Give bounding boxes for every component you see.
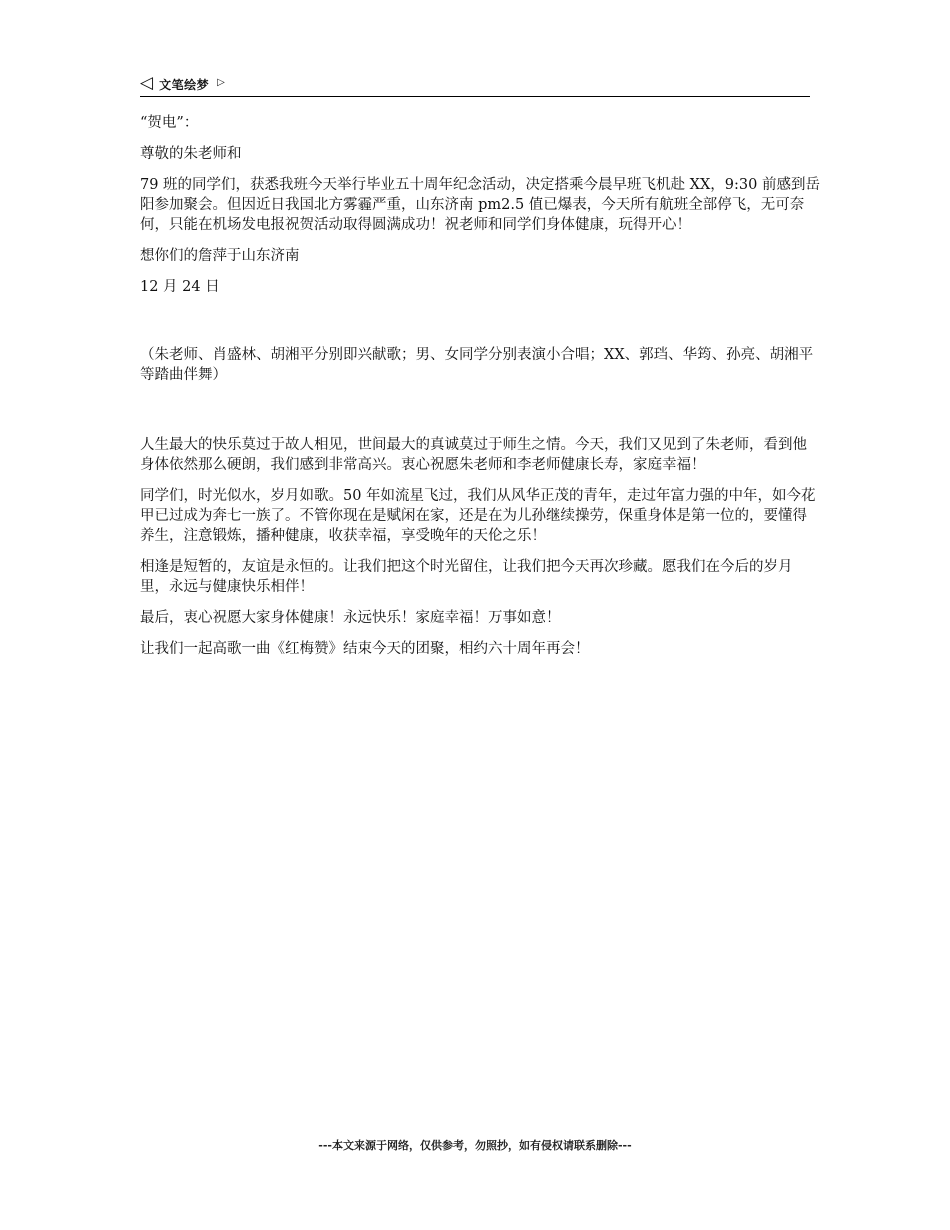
telegram-signature: 想你们的詹萍于山东济南 xyxy=(140,248,300,264)
closing-paragraph-5: 让我们一起高歌一曲《红梅赞》结束今天的团聚，相约六十周年再会！ xyxy=(140,641,590,657)
telegram-date: 12 月 24 日 xyxy=(140,279,220,295)
closing-paragraph-4: 最后，衷心祝愿大家身体健康！永远快乐！家庭幸福！万事如意！ xyxy=(140,610,561,626)
page-header xyxy=(140,72,810,97)
telegram-body: 79 班的同学们，获悉我班今天举行毕业五十周年纪念活动，决定搭乘今晨早班飞机赴 XX，9:30 前感到岳阳参加聚会。但因近日我国北方雾霾严重，山东济南 pm2.5 值已爆表，今天所有航班全部停飞，无可奈何，只能在机场发电报祝贺活动取得圆满成功！祝老师和同学们身体健康，玩得开心！ xyxy=(140,177,820,233)
closing-paragraph-1: 人生最大的快乐莫过于故人相见，世间最大的真诚莫过于师生之情。今天，我们又见到了朱老师，看到他身体依然那么硬朗，我们感到非常高兴。衷心祝愿朱老师和李老师健康长寿，家庭幸福！ xyxy=(140,437,807,473)
document-body xyxy=(140,113,820,670)
closing-paragraph-2: 同学们，时光似水，岁月如歌。50 年如流星飞过，我们从风华正茂的青年，走过年富力强的中年，如今花甲已过成为奔七一族了。不管你现在是赋闲在家，还是在为儿孙继续操劳，保重身体是第一位的，要懂得养生，注意锻炼，播种健康，收获幸福，享受晚年的天伦之乐！ xyxy=(140,488,816,544)
footer-disclaimer: ---本文来源于网络，仅供参考，勿照抄，如有侵权请联系删除--- xyxy=(318,1139,632,1152)
header-brand: 文笔绘梦 xyxy=(159,77,210,92)
closing-paragraph-3: 相逢是短暂的，友谊是永恒的。让我们把这个时光留住，让我们把今天再次珍藏。愿我们在今后的岁月里，永远与健康快乐相伴！ xyxy=(140,559,793,595)
triangle-right-icon: ▷ xyxy=(217,76,225,88)
triangle-left-icon: ◁ xyxy=(140,72,154,93)
stage-direction: （朱老师、肖盛林、胡湘平分别即兴献歌；男、女同学分别表演小合唱；XX、郭珰、华筠、孙亮、胡湘平等踏曲伴舞） xyxy=(140,347,814,383)
salutation: 尊敬的朱老师和 xyxy=(140,146,242,162)
telegram-title: “贺电”： xyxy=(140,115,199,131)
